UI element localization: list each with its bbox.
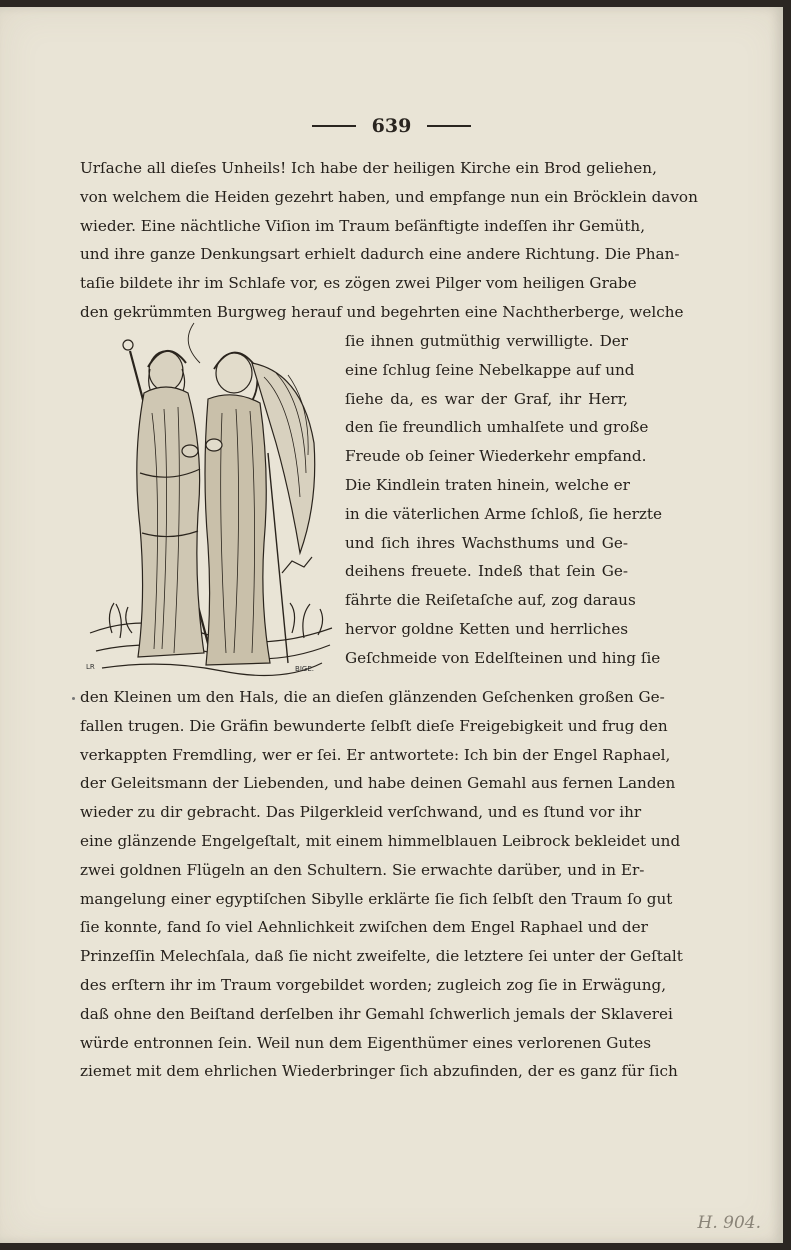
text-line: mangelung einer egyptiſchen Sibylle erklärte ſie ſich ſelbſt den Traum ſo gut — [80, 889, 673, 908]
text-line: ſiehe da, es war der Graf, ihr Herr, — [345, 389, 628, 408]
text-line: Urſache all dieſes Unheils! Ich habe der heiligen Kirche ein Brod geliehen, — [80, 159, 657, 177]
text-line: würde entronnen ſein. Weil nun dem Eigenthümer eines verlorenen Gutes — [80, 1033, 651, 1052]
text-line: den gekrümmten Burgweg herauf und begehrten eine Nachtherberge, welche — [80, 302, 684, 321]
text-line: und ſich ihres Wachsthums und Ge- — [345, 533, 628, 552]
text-line: ziemet mit dem ehrlichen Wiederbringer ſich abzufinden, der es ganz für ſich — [80, 1062, 678, 1081]
woodcut-illustration — [82, 333, 338, 681]
text-line: fährte die Reiſetaſche auf, zog daraus — [345, 591, 636, 610]
page-header — [0, 115, 783, 137]
text-line: und ihre ganze Denkungsart erhielt dadurch eine andere Richtung. Die Phan- — [80, 245, 680, 264]
pilgrim-and-angel-engraving — [82, 333, 338, 681]
text-line: wieder zu dir gebracht. Das Pilgerkleid verſchwand, und es ſtund vor ihr — [80, 803, 642, 822]
text-line: Freude ob ſeiner Wiederkehr empfand. — [345, 447, 647, 466]
text-line: fallen trugen. Die Gräfin bewunderte ſelbſt dieſe Freigebigkeit und frug den — [80, 716, 668, 735]
text-line: deihens freuete. Indeß that ſein Ge- — [345, 562, 628, 581]
text-line: Prinzeſſin Melechſala, daß ſie nicht zweifelte, die letztere ſei unter der Geſtalt — [80, 947, 683, 966]
header-rule-left — [312, 125, 356, 127]
text-line: den Kleinen um den Hals, die an dieſen glänzenden Geſchenken großen Ge- — [80, 688, 665, 706]
text-block-bottom — [80, 683, 683, 1086]
text-line: hervor goldne Ketten und herrliches — [345, 619, 628, 638]
engraver-label-right: BIGE. — [295, 665, 314, 673]
text-line: eine ſchlug ſeine Nebelkappe auf und — [345, 360, 635, 379]
text-line: von welchem die Heiden gezehrt haben, und empfange nun ein Bröcklein davon — [80, 187, 698, 206]
text-line: Die Kindlein traten hinein, welche er — [345, 475, 630, 494]
text-block-top — [80, 154, 698, 327]
book-page — [0, 7, 783, 1243]
text-block-beside-figure — [345, 327, 663, 673]
text-line: verkappten Fremdling, wer er ſei. Er antwortete: Ich bin der Engel Raphael, — [80, 745, 671, 764]
text-line: wieder. Eine nächtliche Viſion im Traum beſänftigte indeſſen ihr Gemüth, — [80, 216, 646, 235]
text-line: ſie konnte, fand ſo viel Aehnlichkeit zwiſchen dem Engel Raphael und der — [80, 918, 648, 937]
header-rule-right — [427, 125, 471, 127]
text-line: taſie bildete ihr im Schlafe vor, es zögen zwei Pilger vom heiligen Grabe — [80, 274, 637, 293]
text-line: in die väterlichen Arme ſchloß, ſie herzte — [345, 504, 663, 523]
text-line: des erſtern ihr im Traum vorgebildet worden; zugleich zog ſie in Erwägung, — [80, 975, 667, 994]
text-line: daß ohne den Beiſtand derſelben ihr Gemahl ſchwerlich jemals der Sklaverei — [80, 1004, 673, 1023]
text-line: Geſchmeide von Edelſteinen und hing ſie — [345, 648, 661, 667]
text-line: den ſie freundlich umhalſete und große — [345, 418, 649, 437]
page-number: 639 — [371, 115, 412, 137]
margin-speck — [72, 697, 75, 700]
text-line: eine glänzende Engelgeſtalt, mit einem himmelblauen Leibrock bekleidet und — [80, 831, 681, 850]
text-line: zwei goldnen Flügeln an den Schultern. Sie erwachte darüber, und in Er- — [80, 860, 645, 879]
text-line: ſie ihnen gutmüthig verwilligte. Der — [345, 332, 628, 350]
text-line: der Geleitsmann der Liebenden, und habe deinen Gemahl aus fernen Landen — [80, 774, 676, 793]
engraver-label-left: LR — [86, 663, 95, 671]
shelfmark: H. 904. — [697, 1213, 761, 1233]
